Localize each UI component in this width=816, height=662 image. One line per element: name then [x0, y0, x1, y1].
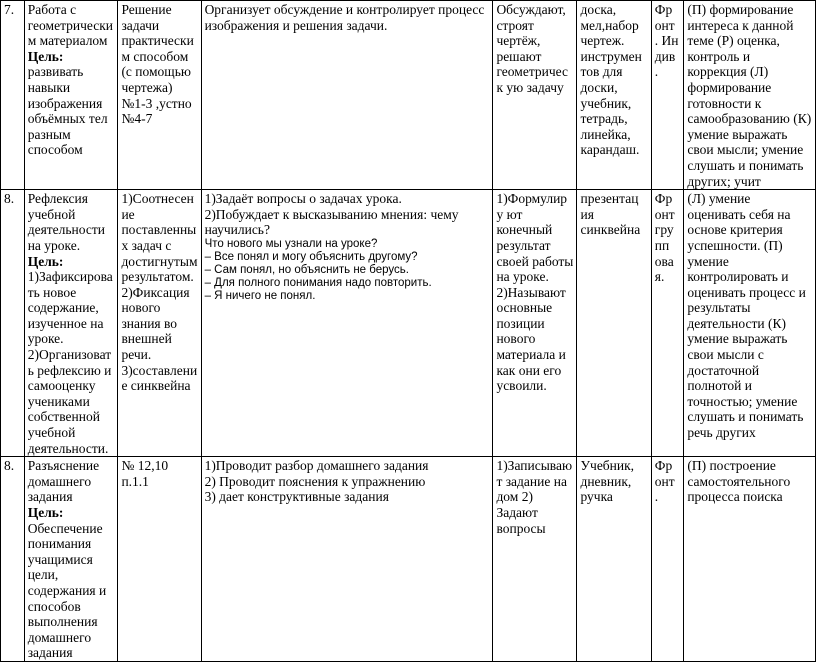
students-cell: 1)Записываю т задание на дом 2) Задают вопросы — [493, 457, 577, 662]
stage-goal: 1)Зафиксирова ть новое содержание, изученное на уроке. 2)Организоват ь рефлексию и самооценку учениками собственной учебной деятельности. — [27, 269, 113, 456]
form-cell: Фр онт . — [651, 457, 684, 662]
stage-cell — [24, 190, 118, 457]
uud-cell: (Л) умение оценивать себя на основе критерия успешности. (П) умение контролировать и оценивать процесс и результаты деятельности (К) умение выражать свои мысли с достаточной полнотой и точностью; умение слушать и понимать речь других — [684, 190, 816, 457]
table-row — [1, 190, 816, 457]
teacher-line: 1)Задаёт вопросы о задачах урока. — [204, 191, 402, 207]
stage-title: Рефлексия учебной деятельности на уроке. — [27, 191, 105, 253]
stage-cell — [24, 457, 118, 662]
teacher-line: 2) Проводит пояснения к упражнению — [204, 473, 426, 489]
table-row — [1, 457, 816, 662]
row-number: 8. — [1, 190, 25, 457]
stage-title: Работа с геометрически м материалом — [27, 2, 114, 49]
stage-goal: развивать навыки изображения объёмных тел разным способом — [27, 64, 108, 158]
stage-goal: Обеспечение понимания учащимися цели, содержания и способов выполнения домашнего задания — [27, 520, 107, 661]
content-cell: 1)Соотнесен ие поставленны х задач с достигнутым результатом. 2)Фиксация нового знания во внешней речи. 3)составлени е синквейна — [118, 190, 201, 457]
tools-cell: презентац ия синквейна — [577, 190, 651, 457]
reflection-question: Что нового мы узнали на уроке? — [204, 237, 378, 250]
students-cell: Обсуждают, строят чертёж, решают геометрическ ую задачу — [493, 1, 577, 190]
teacher-cell — [201, 190, 493, 457]
goal-label: Цель: — [27, 505, 64, 520]
content-cell: Решение задачи практически м способом (с помощью чертежа) №1-3 ,устно №4-7 — [118, 1, 201, 190]
uud-cell: (П) формирование интереса к данной теме (Р) оценка, контроль и коррекция (Л) формирование готовности к самообразованию (К) умение выражать свои мысли; умение слушать и понимать других; учит — [684, 1, 816, 190]
form-cell: Фр онт гру пп ова я. — [651, 190, 684, 457]
reflection-question: – Все понял и могу объяснить другому? — [204, 250, 418, 263]
tools-cell: доска, мел,набор чертеж. инструмен тов для доски, учебник, тетрадь, линейка, карандаш. — [577, 1, 651, 190]
row-number: 7. — [1, 1, 25, 190]
students-cell: 1)Формулиру ют конечный результат своей работы на уроке. 2)Называют основные позиции нового материала и как они его усвоили. — [493, 190, 577, 457]
uud-cell: (П) построение самостоятельного процесса поиска — [684, 457, 816, 662]
reflection-question: – Для полного понимания надо повторить. — [204, 276, 432, 289]
teacher-line: 3) дает конструктивные задания — [204, 489, 389, 505]
row-number: 8. — [1, 457, 25, 662]
goal-label: Цель: — [27, 253, 64, 269]
teacher-line: 2)Побуждает к высказыванию мнения: чему научились? — [204, 206, 459, 238]
goal-label: Цель: — [27, 48, 64, 64]
form-cell: Фр онт . Ин див . — [651, 1, 684, 190]
reflection-question: – Сам понял, но объяснить не берусь. — [204, 263, 409, 276]
content-cell: № 12,10 п.1.1 — [118, 457, 201, 662]
table-row — [1, 1, 816, 190]
teacher-cell — [201, 457, 493, 662]
teacher-cell: Организует обсуждение и контролирует процесс изображения и решения задачи. — [201, 1, 493, 190]
reflection-question: – Я ничего не понял. — [204, 289, 316, 302]
stage-cell — [24, 1, 118, 190]
stage-title: Разъяснение домашнего задания — [27, 458, 100, 505]
teacher-line: 1)Проводит разбор домашнего задания — [204, 458, 429, 474]
tools-cell: Учебник, дневник, ручка — [577, 457, 651, 662]
